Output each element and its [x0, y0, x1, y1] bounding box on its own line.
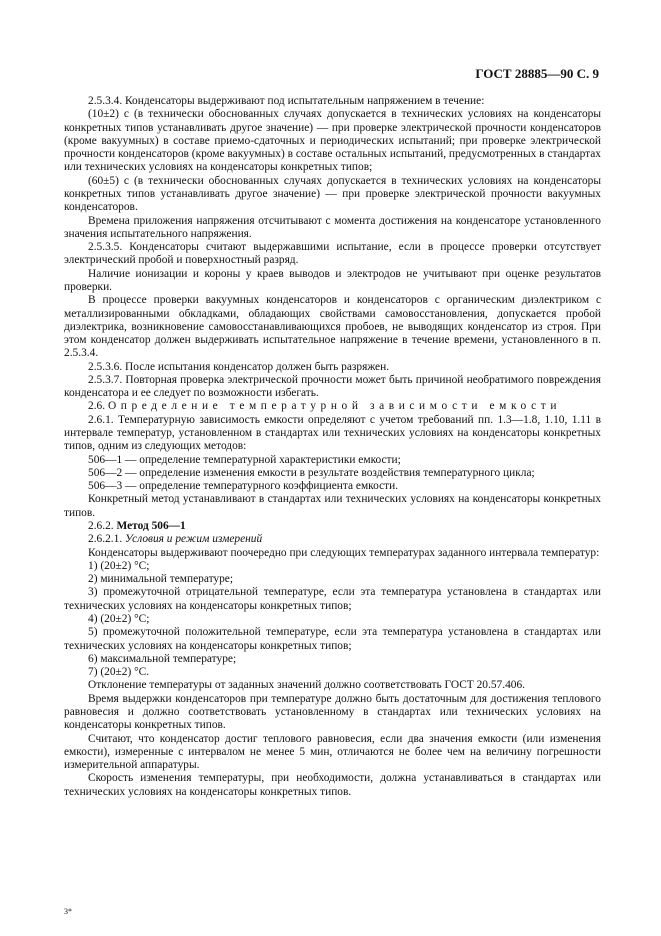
list-item: 2) минимальной температуре; [88, 573, 234, 586]
method-number: 2.6.2. [88, 520, 114, 532]
paragraph: Считают, что конденсатор достиг теплового равновесия, если два значения емкости (или изменения емкости), измеренные с интервалом не менее 5 мин, отличаются не более чем на величину погрешности измерительной аппаратуры. [64, 732, 601, 772]
paragraph: (60±5) с (в технически обоснованных случаях допускается в технических условиях на конденсаторы конкретных типов устанавливать другое значение) — при проверке электрической прочности вакуумных конденсаторов. [64, 174, 601, 214]
section-number: 2.6. [88, 400, 106, 413]
paragraph: Время выдержки конденсаторов при температуре должно быть достаточным для достижения теплового равновесия и должно соответствовать установленному в стандартах или технических условиях на конденсаторы конкретных типов. [64, 692, 601, 732]
list-item: 506—3 — определение температурного коэффициента емкости. [88, 480, 399, 493]
list-item: 7) (20±2) °С. [88, 666, 150, 679]
list-item: 5) промежуточной положительной температуре, если эта температура установлена в стандартах или технических условиях на конденсаторы конкретных типов; [64, 626, 601, 652]
page-header: ГОСТ 28885—90 С. 9 [475, 66, 599, 81]
paragraph: Конкретный метод устанавливают в стандартах или технических условиях на конденсаторы конкретных типов. [64, 493, 601, 519]
paragraph: Отклонение температуры от заданных значений должно соответствовать ГОСТ 20.57.406. [88, 679, 526, 692]
list-item: 506—1 — определение температурной характеристики емкости; [88, 453, 401, 466]
list-item: 6) максимальной температуре; [88, 652, 237, 665]
paragraph: (10±2) с (в технически обоснованных случаях допускается в технических условиях на конденсаторы конкретных типов устанавливать другое значение) — при проверке электрической прочности конденсаторов (кроме вакуумных) в составе приемо-сдаточных и периодических испытаний; при проверке электрической прочности конденсаторов (кроме вакуумных) в составе остальных испытаний, предусмотренных в стандартах или технических условиях на конденсаторы конкретных типов; [64, 108, 601, 174]
paragraph: 2.5.3.4. Конденсаторы выдерживают под испытательным напряжением в течение: [88, 95, 485, 107]
page-footer-mark: 3* [64, 907, 72, 916]
method-heading [64, 520, 601, 533]
document-body [64, 95, 601, 799]
section-heading [64, 400, 601, 413]
list-item: 506—2 — определение изменения емкости в результате воздействия температурного цикла; [88, 466, 535, 479]
paragraph: 2.5.3.7. Повторная проверка электрической прочности может быть причиной необратимого повреждения конденсатора и ее следует по возможности избегать. [64, 373, 601, 400]
list-item: 4) (20±2) °С; [88, 612, 150, 625]
paragraph: Времена приложения напряжения отсчитывают с момента достижения на конденсаторе установленного значения испытательного напряжения. [64, 214, 601, 240]
subsection-heading [64, 533, 601, 546]
list-item: 3) промежуточной отрицательной температуре, если эта температура установлена в стандартах или технических условиях на конденсаторы конкретных типов; [64, 586, 601, 612]
paragraph: 2.6.1. Температурную зависимость емкости определяют с учетом требований пп. 1.3—1.8, 1.10, 1.11 в интервале температур, установленном в стандартах или технических условиях на конденсаторы конкретных типов, одним из следующих методов: [64, 413, 601, 453]
paragraph: Наличие ионизации и короны у краев выводов и электродов не учитывают при оценке результатов проверки. [64, 267, 601, 293]
subsection-number: 2.6.2.1. [88, 533, 123, 546]
paragraph: Скорость изменения температуры, при необходимости, должна устанавливаться в стандартах или технических условиях на конденсаторы конкретных типов. [64, 772, 601, 798]
section-title: Определение температурной зависимости емкости [107, 400, 562, 413]
paragraph: 2.5.3.6. После испытания конденсатор должен быть разряжен. [88, 360, 390, 373]
list-item: 1) (20±2) °С; [88, 559, 150, 572]
paragraph: Конденсаторы выдерживают поочередно при следующих температурах заданного интервала температур: [88, 546, 600, 559]
subsection-title: Условия и режим измерений [125, 533, 263, 546]
method-title: Метод 506—1 [116, 520, 186, 532]
paragraph: В процессе проверки вакуумных конденсаторов и конденсаторов с органическим диэлектриком с металлизированными обкладками, обладающих свойствами самовосстановления, допускается пробой диэлектрика, возникновение самовосстанавливающихся пробоев, не выводящих конденсатор из строя. При этом конденсатор должен выдерживать испытательное напряжение в течение времени, установленного в п. 2.5.3.4. [64, 294, 601, 360]
paragraph: 2.5.3.5. Конденсаторы считают выдержавшими испытание, если в процессе проверки отсутствует электрический пробой и поверхностный разряд. [64, 241, 601, 267]
